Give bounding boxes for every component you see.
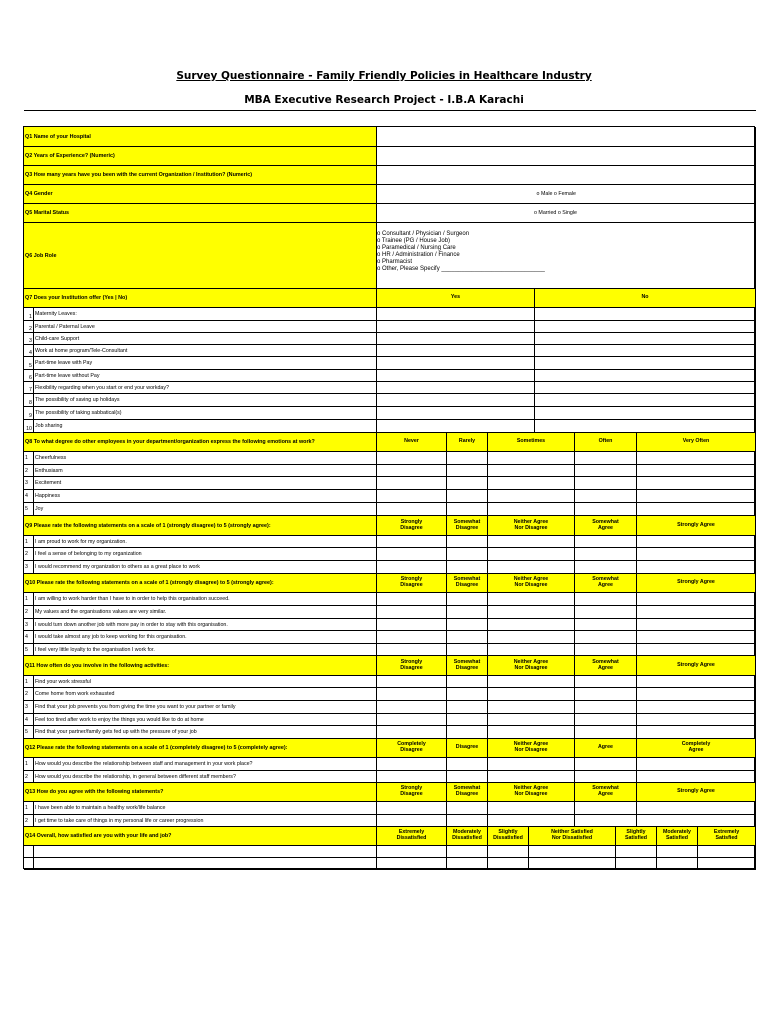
q10-option-header: Strongly Agree [637,574,756,593]
q9-answer-cell[interactable] [377,561,447,574]
q9-answer-cell[interactable] [447,561,488,574]
q11-answer-cell[interactable] [447,701,488,714]
q13-answer-cell[interactable] [637,802,756,815]
q13-answer-cell[interactable] [377,802,447,815]
q7-item-label: Work at home program/Tele-Consultant [34,345,377,357]
q8-answer-cell[interactable] [575,465,637,477]
q13-option-header: Strongly Disagree [377,783,447,802]
q14-answer-cell[interactable] [377,858,447,870]
item-number: 1 [24,593,34,606]
q11-label: Q11 How often do you involve in the following activities: [24,656,377,676]
q8-answer-cell[interactable] [488,503,575,516]
q12-option-header: Neither Agree Nor Disagree [488,739,575,758]
job-role-option[interactable]: o Other, Please Specify _______________________________ [377,266,545,273]
q14-option-header: Extremely Satisfied [698,827,756,846]
q11-answer-cell[interactable] [637,676,756,688]
q11-answer-cell[interactable] [447,726,488,739]
q6-job-role-options[interactable] [377,223,756,289]
q12-option-header: Disagree [447,739,488,758]
q13-answer-cell[interactable] [575,802,637,815]
q11-answer-cell[interactable] [637,726,756,739]
q10-answer-cell[interactable] [488,593,575,606]
q12-label: Q12 Please rate the following statements on a scale of 1 (completely disagree) to 5 (completely agree): [24,739,377,758]
q8-answer-cell[interactable] [377,490,447,503]
item-number: 6 [24,370,34,382]
q7-answer-yes[interactable] [377,357,535,370]
q3-answer-field[interactable] [377,166,756,185]
q8-label: Q8 To what degree do other employees in your department/organization express the following emotions at work? [24,433,377,452]
q14-answer-cell[interactable] [698,858,756,870]
q8-item-label: Happiness [34,490,377,503]
q7-item-label: Part-time leave without Pay [34,370,377,382]
q12-item-label: How would you describe the relationship, in general between different staff members? [34,771,377,783]
q8-answer-cell[interactable] [488,477,575,490]
q9-label: Q9 Please rate the following statements on a scale of 1 (strongly disagree) to 5 (strongly agree): [24,516,377,536]
q9-answer-cell[interactable] [377,536,447,548]
q11-answer-cell[interactable] [377,688,447,701]
q10-answer-cell[interactable] [377,644,447,656]
q11-answer-cell[interactable] [575,701,637,714]
q9-option-header: Somewhat Agree [575,516,637,536]
q7-answer-no[interactable] [535,394,756,407]
q8-answer-cell[interactable] [637,490,756,503]
q9-answer-cell[interactable] [447,548,488,561]
q10-answer-cell[interactable] [575,606,637,619]
q8-answer-cell[interactable] [447,465,488,477]
item-number: 1 [24,536,34,548]
q11-option-header: Strongly Disagree [377,656,447,676]
q7-item-label: The possibility of taking sabbatical(s) [34,407,377,420]
q9-answer-cell[interactable] [575,561,637,574]
survey-subtitle: MBA Executive Research Project - I.B.A Karachi [244,94,524,106]
q7-answer-no[interactable] [535,321,756,333]
item-number: 5 [24,357,34,370]
q8-answer-cell[interactable] [637,477,756,490]
q5-marital-options[interactable]: o Married o Single [377,204,756,223]
q9-item-label: I would recommend my organization to others as a great place to work [34,561,377,574]
q8-answer-cell[interactable] [488,490,575,503]
q10-item-label: My values and the organisations values are very similar. [34,606,377,619]
q12-item-label: How would you describe the relationship between staff and management in your work place? [34,758,377,771]
item-number: 2 [24,688,34,701]
q7-answer-yes[interactable] [377,370,535,382]
q11-answer-cell[interactable] [488,701,575,714]
q9-answer-cell[interactable] [447,536,488,548]
q8-answer-cell[interactable] [447,490,488,503]
q8-answer-cell[interactable] [488,465,575,477]
item-number: 2 [24,548,34,561]
q10-answer-cell[interactable] [447,644,488,656]
item-number: 3 [24,561,34,574]
q12-answer-cell[interactable] [377,771,447,783]
q11-item-label: Find that your partner/family gets fed up with the pressure of your job [34,726,377,739]
q14-blank-label [34,846,377,858]
item-number: 1 [24,802,34,815]
item-number: 4 [24,345,34,357]
q8-option-header: Often [575,433,637,452]
q11-answer-cell[interactable] [377,714,447,726]
q8-answer-cell[interactable] [575,503,637,516]
q8-answer-cell[interactable] [447,452,488,465]
q11-answer-cell[interactable] [377,676,447,688]
q8-answer-cell[interactable] [637,452,756,465]
q9-item-label: I feel a sense of belonging to my organization [34,548,377,561]
q9-answer-cell[interactable] [488,536,575,548]
q9-answer-cell[interactable] [637,548,756,561]
q8-answer-cell[interactable] [377,465,447,477]
q12-answer-cell[interactable] [447,758,488,771]
job-role-option[interactable]: o Trainee (PG / House Job) [377,238,451,245]
q8-answer-cell[interactable] [575,477,637,490]
q11-answer-cell[interactable] [447,676,488,688]
q14-label: Q14 Overall, how satisfied are you with your life and job? [24,827,377,846]
q11-answer-cell[interactable] [575,688,637,701]
q10-answer-cell[interactable] [488,631,575,644]
q7-answer-yes[interactable] [377,407,535,420]
q13-option-header: Somewhat Agree [575,783,637,802]
item-number: 3 [24,619,34,631]
job-role-option[interactable]: o Consultant / Physician / Surgeon [377,231,470,237]
q8-answer-cell[interactable] [447,503,488,516]
q13-option-header: Strongly Agree [637,783,756,802]
q14-option-header: Moderately Satisfied [657,827,698,846]
q10-answer-cell[interactable] [637,619,756,631]
q7-answer-yes[interactable] [377,382,535,394]
q8-item-label: Cheerfulness [34,452,377,465]
q14-answer-cell[interactable] [616,858,657,870]
q8-option-header: Never [377,433,447,452]
q7-answer-no[interactable] [535,370,756,382]
q10-option-header: Somewhat Disagree [447,574,488,593]
q9-answer-cell[interactable] [637,536,756,548]
q7-item-label: The possibility of saving up holidays [34,394,377,407]
job-role-option[interactable]: o Paramedical / Nursing Care [377,245,456,252]
q14-option-header: Neither Satisfied Nor Dissatisfied [529,827,616,846]
item-number: 5 [24,726,34,739]
q9-answer-cell[interactable] [575,536,637,548]
q11-item-label: Feel too tired after work to enjoy the things you would like to do at home [34,714,377,726]
q11-answer-cell[interactable] [575,714,637,726]
q7-answer-yes[interactable] [377,420,535,433]
q11-item-label: Find your work stressful [34,676,377,688]
q14-answer-cell[interactable] [529,846,616,858]
q11-answer-cell[interactable] [488,688,575,701]
job-role-option[interactable]: o HR / Administration / Finance [377,252,460,259]
q11-answer-cell[interactable] [377,726,447,739]
q13-answer-cell[interactable] [637,815,756,827]
item-number: 1 [24,676,34,688]
item-number: 2 [24,465,34,477]
q7-label: Q7 Does your Institution offer (Yes | No) [24,289,377,308]
q5-label: Q5 Marital Status [24,204,377,223]
q12-answer-cell[interactable] [575,758,637,771]
q8-answer-cell[interactable] [377,477,447,490]
item-number: 9 [24,407,34,420]
q8-answer-cell[interactable] [447,477,488,490]
q9-option-header: Somewhat Disagree [447,516,488,536]
q7-answer-yes[interactable] [377,394,535,407]
q13-answer-cell[interactable] [488,815,575,827]
q8-item-label: Excitement [34,477,377,490]
q4-gender-options[interactable]: o Male o Female [377,185,756,204]
item-number: 3 [24,701,34,714]
q7-answer-no[interactable] [535,308,756,321]
q2-answer-field[interactable] [377,147,756,166]
q14-option-header: Slightly Dissatisfied [488,827,529,846]
q3-label: Q3 How many years have you been with the current Organization / Institution? (Numeric) [24,166,377,185]
q7-answer-yes[interactable] [377,345,535,357]
q13-answer-cell[interactable] [488,802,575,815]
item-number [24,858,34,870]
q10-item-label: I am willing to work harder than I have to in order to help this organisation succeed. [34,593,377,606]
q1-answer-field[interactable] [377,127,756,147]
item-number: 2 [24,606,34,619]
q10-answer-cell[interactable] [447,593,488,606]
q10-answer-cell[interactable] [575,593,637,606]
title-divider [24,110,756,111]
q10-answer-cell[interactable] [447,631,488,644]
q7-answer-no[interactable] [535,333,756,345]
q10-answer-cell[interactable] [575,619,637,631]
q10-option-header: Somewhat Agree [575,574,637,593]
q11-answer-cell[interactable] [488,714,575,726]
q11-option-header: Strongly Agree [637,656,756,676]
q7-item-label: Parental / Paternal Leave [34,321,377,333]
item-number: 4 [24,631,34,644]
q9-option-header: Neither Agree Nor Disagree [488,516,575,536]
q10-item-label: I would take almost any job to keep working for this organisation. [34,631,377,644]
q14-answer-cell[interactable] [616,846,657,858]
q10-item-label: I would turn down another job with more pay in order to stay with this organisation. [34,619,377,631]
q7-answer-yes[interactable] [377,333,535,345]
q11-option-header: Somewhat Disagree [447,656,488,676]
q8-item-label: Enthusiasm [34,465,377,477]
q9-option-header: Strongly Agree [637,516,756,536]
item-number: 3 [24,333,34,345]
item-number: 2 [24,321,34,333]
q13-item-label: I have been able to maintain a healthy work/life balance [34,802,377,815]
q10-answer-cell[interactable] [637,631,756,644]
q7-item-label: Job sharing [34,420,377,433]
q8-answer-cell[interactable] [377,503,447,516]
q7-answer-no[interactable] [535,420,756,433]
q8-answer-cell[interactable] [377,452,447,465]
q7-item-label: Maternity Leaves: [34,308,377,321]
q11-answer-cell[interactable] [488,676,575,688]
q12-answer-cell[interactable] [447,771,488,783]
q9-answer-cell[interactable] [637,561,756,574]
item-number: 4 [24,714,34,726]
q10-answer-cell[interactable] [377,606,447,619]
q13-option-header: Somewhat Disagree [447,783,488,802]
q7-item-label: Part-time leave with Pay [34,357,377,370]
item-number: 1 [24,308,34,321]
q8-answer-cell[interactable] [575,452,637,465]
q11-answer-cell[interactable] [637,701,756,714]
item-number: 10 [24,420,34,433]
q14-answer-cell[interactable] [377,846,447,858]
q13-answer-cell[interactable] [447,802,488,815]
q10-answer-cell[interactable] [575,644,637,656]
q11-answer-cell[interactable] [575,676,637,688]
q10-answer-cell[interactable] [377,619,447,631]
item-number: 5 [24,503,34,516]
q13-answer-cell[interactable] [575,815,637,827]
q6-label: Q6 Job Role [24,223,377,289]
q11-answer-cell[interactable] [637,714,756,726]
q4-label: Q4 Gender [24,185,377,204]
q13-answer-cell[interactable] [447,815,488,827]
q11-answer-cell[interactable] [637,688,756,701]
q9-answer-cell[interactable] [488,548,575,561]
q14-answer-cell[interactable] [657,846,698,858]
item-number: 4 [24,490,34,503]
q14-option-header: Moderately Dissatisfied [447,827,488,846]
q12-answer-cell[interactable] [377,758,447,771]
q7-item-label: Flexibility regarding when you start or end your workday? [34,382,377,394]
q12-answer-cell[interactable] [488,771,575,783]
q9-answer-cell[interactable] [488,561,575,574]
q9-item-label: I am proud to work for my organization. [34,536,377,548]
q11-answer-cell[interactable] [447,688,488,701]
q8-option-header: Rarely [447,433,488,452]
q11-item-label: Come home from work exhausted [34,688,377,701]
q10-answer-cell[interactable] [637,606,756,619]
q10-answer-cell[interactable] [488,619,575,631]
q11-option-header: Somewhat Agree [575,656,637,676]
q1-label: Q1 Name of your Hospital [24,127,377,147]
q13-label: Q13 How do you agree with the following statements? [24,783,377,802]
q10-answer-cell[interactable] [447,606,488,619]
q11-answer-cell[interactable] [575,726,637,739]
q12-option-header: Agree [575,739,637,758]
q11-answer-cell[interactable] [447,714,488,726]
item-number: 5 [24,644,34,656]
q8-item-label: Joy [34,503,377,516]
q9-answer-cell[interactable] [575,548,637,561]
q12-answer-cell[interactable] [637,771,756,783]
q7-option-no: No [535,289,756,308]
q14-option-header: Slightly Satisfied [616,827,657,846]
q14-answer-cell[interactable] [657,858,698,870]
q10-answer-cell[interactable] [488,606,575,619]
questionnaire-table [23,126,755,869]
q12-answer-cell[interactable] [637,758,756,771]
q14-answer-cell[interactable] [488,858,529,870]
q11-answer-cell[interactable] [488,726,575,739]
item-number: 3 [24,477,34,490]
q7-answer-no[interactable] [535,345,756,357]
q8-option-header: Very Often [637,433,756,452]
q14-answer-cell[interactable] [488,846,529,858]
q14-answer-cell[interactable] [698,846,756,858]
item-number: 7 [24,382,34,394]
q11-item-label: Find that your job prevents you from giving the time you want to your partner or family [34,701,377,714]
item-number: 1 [24,758,34,771]
q7-option-yes: Yes [377,289,535,308]
q13-option-header: Neither Agree Nor Disagree [488,783,575,802]
q14-blank-label [34,858,377,870]
q10-answer-cell[interactable] [488,644,575,656]
q11-answer-cell[interactable] [377,701,447,714]
survey-title: Survey Questionnaire - Family Friendly Policies in Healthcare Industry [176,70,592,82]
q10-item-label: I feel very little loyalty to the organisation I work for. [34,644,377,656]
q7-answer-yes[interactable] [377,308,535,321]
q10-answer-cell[interactable] [637,644,756,656]
q13-answer-cell[interactable] [377,815,447,827]
q10-label: Q10 Please rate the following statements on a scale of 1 (strongly disagree) to 5 (strongly agree): [24,574,377,593]
q8-answer-cell[interactable] [637,465,756,477]
q7-answer-no[interactable] [535,357,756,370]
job-role-option[interactable]: o Pharmacist [377,259,413,266]
q10-answer-cell[interactable] [575,631,637,644]
q8-answer-cell[interactable] [637,503,756,516]
q12-option-header: Completely Agree [637,739,756,758]
q10-answer-cell[interactable] [377,593,447,606]
item-number: 2 [24,815,34,827]
q10-answer-cell[interactable] [377,631,447,644]
q12-answer-cell[interactable] [575,771,637,783]
q14-answer-cell[interactable] [529,858,616,870]
q13-item-label: I get time to take care of things in my personal life or career progression [34,815,377,827]
q10-option-header: Strongly Disagree [377,574,447,593]
q7-answer-yes[interactable] [377,321,535,333]
q14-answer-cell[interactable] [447,858,488,870]
q9-answer-cell[interactable] [377,548,447,561]
q7-answer-no[interactable] [535,382,756,394]
q7-answer-no[interactable] [535,407,756,420]
q10-answer-cell[interactable] [637,593,756,606]
q2-label: Q2 Years of Experience? (Numeric) [24,147,377,166]
q8-option-header: Sometimes [488,433,575,452]
item-number: 2 [24,771,34,783]
q8-answer-cell[interactable] [488,452,575,465]
item-number: 1 [24,452,34,465]
q10-answer-cell[interactable] [447,619,488,631]
item-number: 8 [24,394,34,407]
q14-answer-cell[interactable] [447,846,488,858]
q12-answer-cell[interactable] [488,758,575,771]
q12-option-header: Completely Disagree [377,739,447,758]
q9-option-header: Strongly Disagree [377,516,447,536]
q11-option-header: Neither Agree Nor Disagree [488,656,575,676]
item-number [24,846,34,858]
q10-option-header: Neither Agree Nor Disagree [488,574,575,593]
q7-item-label: Child-care Support [34,333,377,345]
q14-option-header: Extremely Dissatisfied [377,827,447,846]
q8-answer-cell[interactable] [575,490,637,503]
